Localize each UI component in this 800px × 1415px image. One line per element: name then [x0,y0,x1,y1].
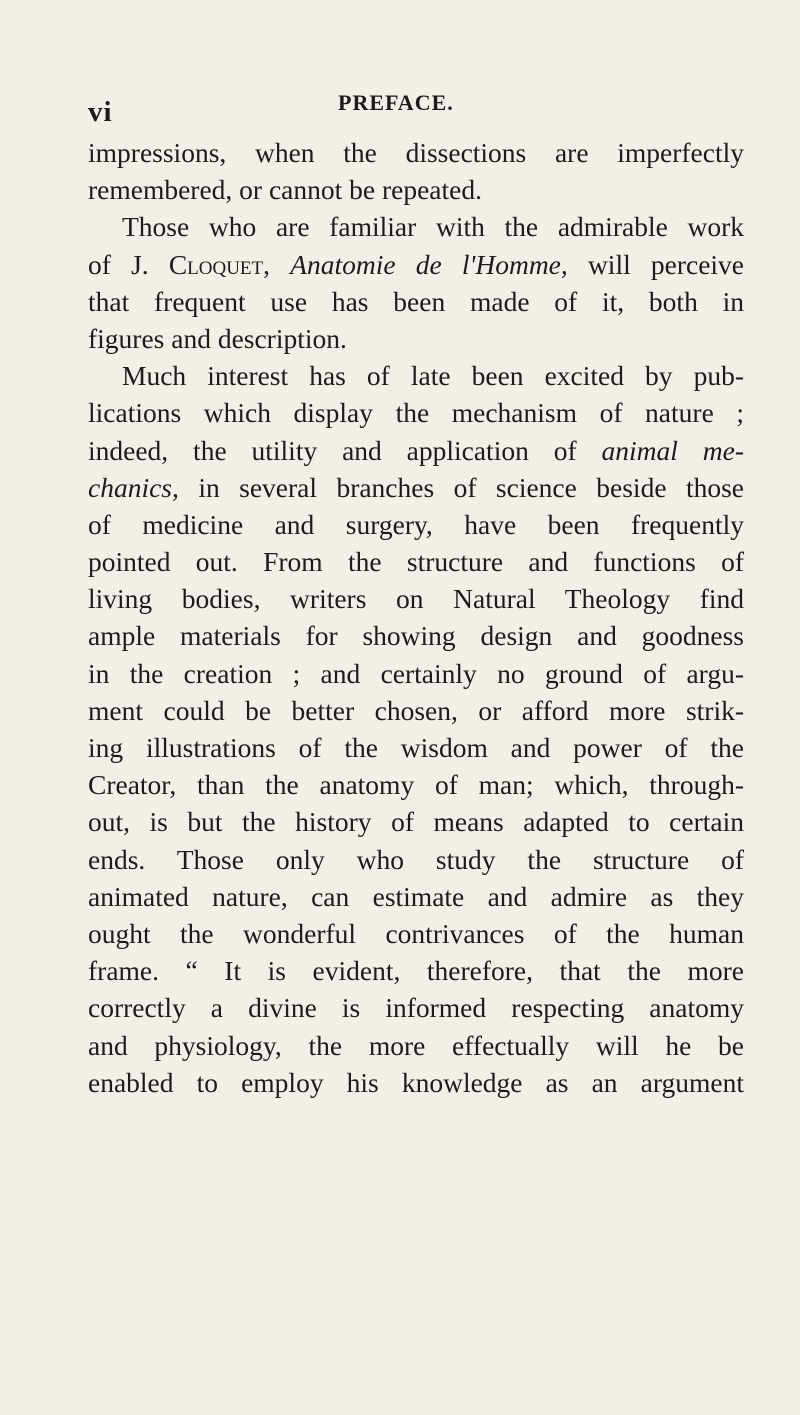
text-line: impressions, when the dissections are imperfectly [88,137,744,168]
text-line: ment could be better chosen, or afford more strik- [88,694,744,726]
book-title: Anatomie de l'Homme, [290,248,568,280]
text-line: ought the wonderful contrivances of the human [88,917,744,949]
text-line: remembered, or cannot be repeated. [88,174,482,206]
text-line: figures and description. [88,322,347,354]
text-line: out, is but the history of means adapted to certain [88,806,744,838]
text-line: Much interest has of late been excited by pub- [122,360,744,392]
text-line: enabled to employ his knowledge as an argument [88,1066,744,1098]
text-line: chanics, in several branches of science beside those [88,471,744,503]
text-line: of medicine and surgery, have been frequently [88,508,744,540]
body-text [88,134,744,1101]
italic-term: animal me- [601,434,744,466]
text-line: in the creation ; and certainly no ground of argu- [88,657,744,689]
text-line: and physiology, the more effectually will he be [88,1029,744,1061]
text-line: of J. Cloquet, Anatomie de l'Homme, will perceive [88,248,744,280]
page-header [0,86,800,126]
running-head: PREFACE. [338,90,454,115]
italic-term: chanics, [88,471,179,503]
page-number: vi [88,96,113,128]
text-line: animated nature, can estimate and admire as they [88,880,744,912]
text-line: ample materials for showing design and goodness [88,620,744,652]
text-line: indeed, the utility and application of animal me- [88,434,744,466]
text-line: Those who are familiar with the admirable work [122,211,744,243]
text-line: correctly a divine is informed respecting anatomy [88,992,744,1024]
author-name: Cloquet, [168,248,271,280]
text-line: ing illustrations of the wisdom and power of the [88,732,744,763]
text-line: living bodies, writers on Natural Theology find [88,583,744,615]
text-line: that frequent use has been made of it, both in [88,285,744,317]
text-line: ends. Those only who study the structure of [88,843,744,875]
text-line: lications which display the mechanism of nature ; [88,397,744,429]
text-line: Creator, than the anatomy of man; which, through- [88,769,744,801]
text-line: pointed out. From the structure and functions of [88,546,744,578]
text-line: frame. “ It is evident, therefore, that the more [88,955,744,987]
